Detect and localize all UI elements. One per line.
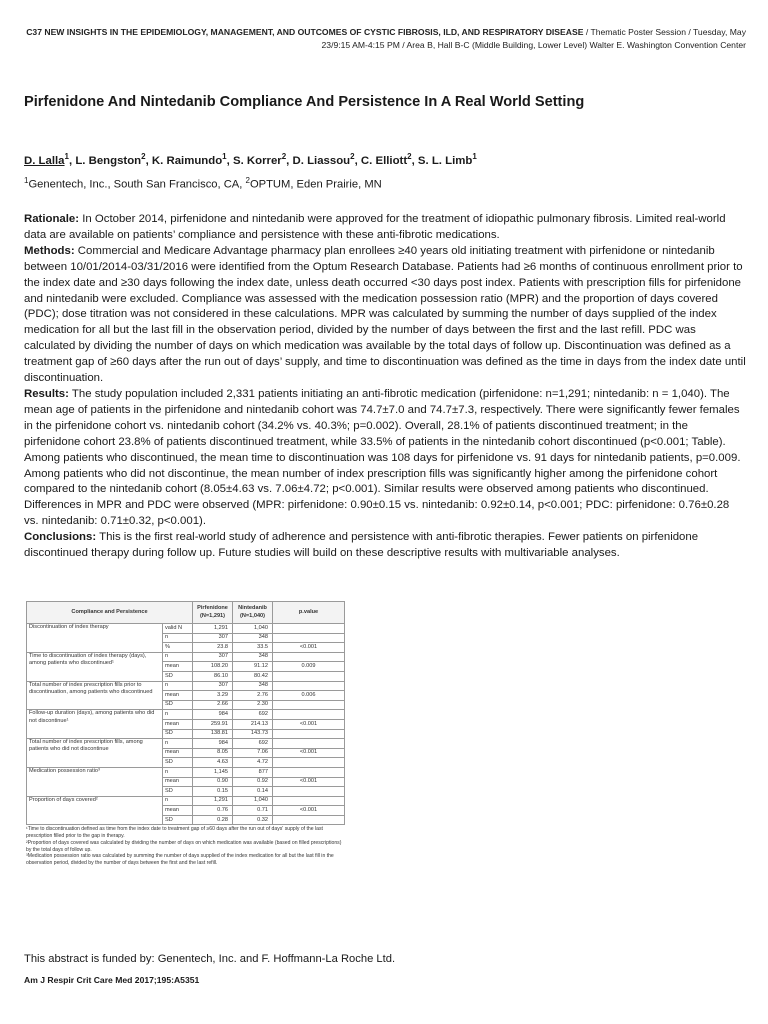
p-value-cell: <0.001 xyxy=(273,806,345,816)
table-row xyxy=(27,710,345,720)
p-value-cell xyxy=(273,671,345,681)
section-label: Conclusions: xyxy=(24,531,97,544)
author-name: D. Liassou xyxy=(292,154,351,167)
statistic-cell: SD xyxy=(163,700,193,710)
section-label: Methods: xyxy=(24,244,75,257)
author-affiliation-mark: 2 xyxy=(407,152,412,161)
nintedanib-value: 877 xyxy=(233,767,273,777)
nintedanib-value: 1,040 xyxy=(233,624,273,634)
author-affiliation-mark: 2 xyxy=(141,152,146,161)
affiliations xyxy=(24,176,744,191)
section-text: This is the first real-world study of adherence and persistence with anti-fibrotic therapies. Fewer patients on pirfenidone discontinued therapy during follow up. Future studies will build on these descriptive results with multivariable analyses. xyxy=(24,531,699,560)
pirfenidone-value: 23.8 xyxy=(193,643,233,653)
p-value-cell: 0.006 xyxy=(273,691,345,701)
nintedanib-value: 33.5 xyxy=(233,643,273,653)
abstract-body xyxy=(24,212,746,562)
pirfenidone-value: 2.66 xyxy=(193,700,233,710)
nintedanib-value: 692 xyxy=(233,739,273,749)
nintedanib-value: 214.13 xyxy=(233,719,273,729)
nintedanib-value: 348 xyxy=(233,652,273,662)
nintedanib-value: 4.72 xyxy=(233,758,273,768)
pirfenidone-value: 307 xyxy=(193,652,233,662)
author-affiliation-mark: 1 xyxy=(222,152,227,161)
nintedanib-value: 2.76 xyxy=(233,691,273,701)
statistic-cell: n xyxy=(163,767,193,777)
session-details: / Thematic Poster Session / Tuesday, May 23/9:15 AM-4:15 PM / Area B, Hall B-C (Middle Building, Lower Level) Walter E. Washington Convention Center xyxy=(321,27,746,50)
row-group-label: Total number of index prescription fills, among patients who did not discontinue xyxy=(27,739,163,768)
author-affiliation-mark: 1 xyxy=(472,152,477,161)
p-value-cell: <0.001 xyxy=(273,748,345,758)
footnote: ²Proportion of days covered was calculated by dividing the number of days on which medication was available (based on filled prescriptions) by the total days of follow up. xyxy=(26,839,342,853)
nintedanib-value: 91.12 xyxy=(233,662,273,672)
statistic-cell: SD xyxy=(163,787,193,797)
p-value-cell xyxy=(273,700,345,710)
row-group-label: Time to discontinuation of index therapy (days), among patients who discontinued¹ xyxy=(27,652,163,681)
results-section xyxy=(24,387,746,530)
statistic-cell: n xyxy=(163,710,193,720)
pirfenidone-value: 108.20 xyxy=(193,662,233,672)
table-row xyxy=(27,652,345,662)
pirfenidone-value: 138.81 xyxy=(193,729,233,739)
author-name: D. Lalla xyxy=(24,154,65,167)
footnote: ³Medication possession ratio was calculated by summing the number of days supplied of the index medication for all but the last fill in the observation period, divided by the number of days between the first and the last refill. xyxy=(26,853,334,866)
pirfenidone-value: 0.15 xyxy=(193,787,233,797)
table-title: Compliance and Persistence xyxy=(27,602,193,624)
p-value-cell: 0.009 xyxy=(273,662,345,672)
header-pvalue: p.value xyxy=(273,602,345,624)
methods-section xyxy=(24,244,746,387)
section-text: In October 2014, pirfenidone and nintedanib were approved for the treatment of idiopathic pulmonary fibrosis. Limited real-world data are available on patients’ compliance and persistence with these anti-fibrotic medications. xyxy=(24,213,726,241)
p-value-cell xyxy=(273,681,345,691)
statistic-cell: mean xyxy=(163,719,193,729)
statistic-cell: n xyxy=(163,796,193,806)
row-group-label: Medication possession ratio³ xyxy=(27,767,163,796)
p-value-cell: <0.001 xyxy=(273,777,345,787)
statistic-cell: mean xyxy=(163,748,193,758)
pirfenidone-value: 307 xyxy=(193,681,233,691)
author-name: L. Bengston xyxy=(75,154,142,167)
statistic-cell: n xyxy=(163,652,193,662)
table-row xyxy=(27,739,345,749)
table-row xyxy=(27,767,345,777)
author-affiliation-mark: 1 xyxy=(64,152,69,161)
nintedanib-value: 348 xyxy=(233,681,273,691)
session-header xyxy=(24,26,746,52)
affiliation-mark: 2 xyxy=(245,176,250,185)
statistic-cell: SD xyxy=(163,671,193,681)
nintedanib-value: 0.71 xyxy=(233,806,273,816)
table-header-row xyxy=(27,602,345,624)
row-group-label: Total number of index prescription fills prior to discontinuation, among patients who discontinued xyxy=(27,681,163,710)
p-value-cell xyxy=(273,767,345,777)
p-value-cell xyxy=(273,796,345,806)
nintedanib-value: 2.30 xyxy=(233,700,273,710)
pirfenidone-value: 984 xyxy=(193,710,233,720)
row-group-label: Proportion of days covered² xyxy=(27,796,163,825)
statistic-cell: mean xyxy=(163,806,193,816)
section-label: Rationale: xyxy=(24,213,80,225)
affiliation-text: Genentech, Inc., South San Francisco, CA, xyxy=(28,178,246,191)
statistic-cell: SD xyxy=(163,815,193,825)
results-table-figure xyxy=(26,601,344,867)
nintedanib-value: 143.73 xyxy=(233,729,273,739)
statistic-cell: SD xyxy=(163,729,193,739)
p-value-cell xyxy=(273,624,345,634)
compliance-table xyxy=(26,601,345,825)
statistic-cell: mean xyxy=(163,662,193,672)
row-group-label: Follow-up duration (days), among patients who did not discontinue¹ xyxy=(27,710,163,739)
pirfenidone-value: 8.05 xyxy=(193,748,233,758)
author-affiliation-mark: 2 xyxy=(281,152,287,161)
session-title: C37 NEW INSIGHTS IN THE EPIDEMIOLOGY, MANAGEMENT, AND OUTCOMES OF CYSTIC FIBROSIS, ILD, AND RESPIRATORY DISEASE xyxy=(26,27,584,37)
nintedanib-value: 7.06 xyxy=(233,748,273,758)
table-body xyxy=(27,624,345,825)
citation: Am J Respir Crit Care Med 2017;195:A5351 xyxy=(24,975,200,985)
nintedanib-value: 0.32 xyxy=(233,815,273,825)
pirfenidone-value: 1,291 xyxy=(193,796,233,806)
header-pirfenidone: Pirfenidone (N=1,291) xyxy=(193,602,233,624)
p-value-cell: <0.001 xyxy=(273,719,345,729)
author-affiliation-mark: 2 xyxy=(350,152,355,161)
nintedanib-value: 80.42 xyxy=(233,671,273,681)
header-nintedanib: Nintedanib (N=1,040) xyxy=(233,602,273,624)
author-name: C. Elliott xyxy=(360,154,408,167)
statistic-cell: SD xyxy=(163,758,193,768)
section-label: Results: xyxy=(24,387,69,400)
statistic-cell: % xyxy=(163,643,193,653)
p-value-cell xyxy=(273,815,345,825)
nintedanib-value: 0.14 xyxy=(233,787,273,797)
section-text: Commercial and Medicare Advantage pharmacy plan enrollees ≥40 years old initiating treatment with pirfenidone or nintedanib between 10/01/2014-03/31/2016 were identified from the Optum Research Database. Patients had ≥6 months of continuous enrollment prior to the index date and ≥30 days following the index date, unless death occurred <30 days post index. Patients with prescription fills for pirfenidone and nintedanib were excluded. Compliance was assessed with the medication possession ratio (MPR) and the proportion of days covered (PDC); dose titration was not considered in these calculations. MPR was calculated by summing the number of days supplied of the index medication for all but the last fill in the observation period, divided by the number of days between the first and the last refill. PDC was calculated by dividing the number of days on which medication was available by the total days of follow up. Discontinuation was defined as a treatment gap of ≥60 days after the run out of days’ supply, and time to discontinuation was defined as the time in days from the index date until discontinuation. xyxy=(24,244,746,385)
pirfenidone-value: 984 xyxy=(193,739,233,749)
section-text: The study population included 2,331 patients initiating an anti-fibrotic medication (pirfenidone: n=1,291; nintedanib: n = 1,040). The mean age of patients in the pirfenidone and nintedanib cohort was 74.7±7.0 and 74.7±7.3, respectively. There were significantly fewer females in the pirfenidone cohort vs. nintedanib cohort (34.2% vs. 40.3%; p=0.002). Overall, 28.1% of patients discontinued treatment; in the pirfenidone cohort 23.8% of patients discontinued treatment, while 33.5% of patients in the nintedanib cohort discontinued (p<0.001; Table). Among patients who discontinued, the mean time to discontinuation was 108 days for pirfenidone vs. 91 days for nintedanib patients, p=0.009. Among patients who did not discontinue, the mean number of index prescription fills was significantly higher among the pirfenidone cohort compared to the nintedanib cohort (8.05±4.63 vs. 7.06±4.72; p<0.001). Similar results were observed among patients who discontinued. Differences in MPR and PDC were observed (MPR: pirfenidone: 0.90±0.15 vs. nintedanib: 0.92±0.14, p<0.001; PDC: pirfenidone: 0.76±0.28 vs. nintedanib: 0.71±0.32, p<0.001). xyxy=(24,387,741,528)
funding-statement: This abstract is funded by: Genentech, Inc. and F. Hoffmann-La Roche Ltd. xyxy=(24,953,396,965)
p-value-cell xyxy=(273,652,345,662)
statistic-cell: mean xyxy=(163,691,193,701)
p-value-cell xyxy=(273,787,345,797)
pirfenidone-value: 307 xyxy=(193,633,233,643)
nintedanib-value: 692 xyxy=(233,710,273,720)
statistic-cell: n xyxy=(163,633,193,643)
table-row xyxy=(27,624,345,634)
statistic-cell: n xyxy=(163,681,193,691)
p-value-cell xyxy=(273,710,345,720)
affiliation-text: OPTUM, Eden Prairie, MN xyxy=(249,178,382,191)
row-group-label: Discontinuation of index therapy xyxy=(27,624,163,653)
nintedanib-value: 1,040 xyxy=(233,796,273,806)
p-value-cell xyxy=(273,633,345,643)
affiliation-mark: 1 xyxy=(24,176,29,185)
p-value-cell: <0.001 xyxy=(273,643,345,653)
pirfenidone-value: 86.10 xyxy=(193,671,233,681)
pirfenidone-value: 259.91 xyxy=(193,719,233,729)
pirfenidone-value: 4.63 xyxy=(193,758,233,768)
nintedanib-value: 0.92 xyxy=(233,777,273,787)
table-row xyxy=(27,796,345,806)
author-name: S. Korrer xyxy=(232,154,282,167)
footnote: ¹Time to discontinuation defined as time from the index date to treatment gap of ≥60 days after the run out of days' supply of the last prescription filled prior to the gap in therapy. xyxy=(26,826,323,840)
table-row xyxy=(27,681,345,691)
pirfenidone-value: 0.90 xyxy=(193,777,233,787)
conclusions-section xyxy=(24,530,746,562)
pirfenidone-value: 0.76 xyxy=(193,806,233,816)
statistic-cell: mean xyxy=(163,777,193,787)
pirfenidone-value: 1,145 xyxy=(193,767,233,777)
table-footnotes xyxy=(26,826,344,866)
author-list: D. Lalla$^1$, L. Bengston$^2$, K. Raimundo$^1$, S. Korrer$^2$, D. Liassou$^2$, C. Elliott$^2$, S. L. Limb$^1$ xyxy=(24,152,477,167)
pirfenidone-value: 3.29 xyxy=(193,691,233,701)
statistic-cell: n xyxy=(163,739,193,749)
statistic-cell: valid N xyxy=(163,624,193,634)
p-value-cell xyxy=(273,758,345,768)
author-name: K. Raimundo xyxy=(151,154,223,167)
abstract-title: Pirfenidone And Nintedanib Compliance And Persistence In A Real World Setting xyxy=(24,94,585,110)
rationale-section xyxy=(24,212,746,244)
pirfenidone-value: 1,291 xyxy=(193,624,233,634)
author-name: S. L. Limb xyxy=(417,154,473,167)
pirfenidone-value: 0.28 xyxy=(193,815,233,825)
p-value-cell xyxy=(273,729,345,739)
nintedanib-value: 348 xyxy=(233,633,273,643)
p-value-cell xyxy=(273,739,345,749)
